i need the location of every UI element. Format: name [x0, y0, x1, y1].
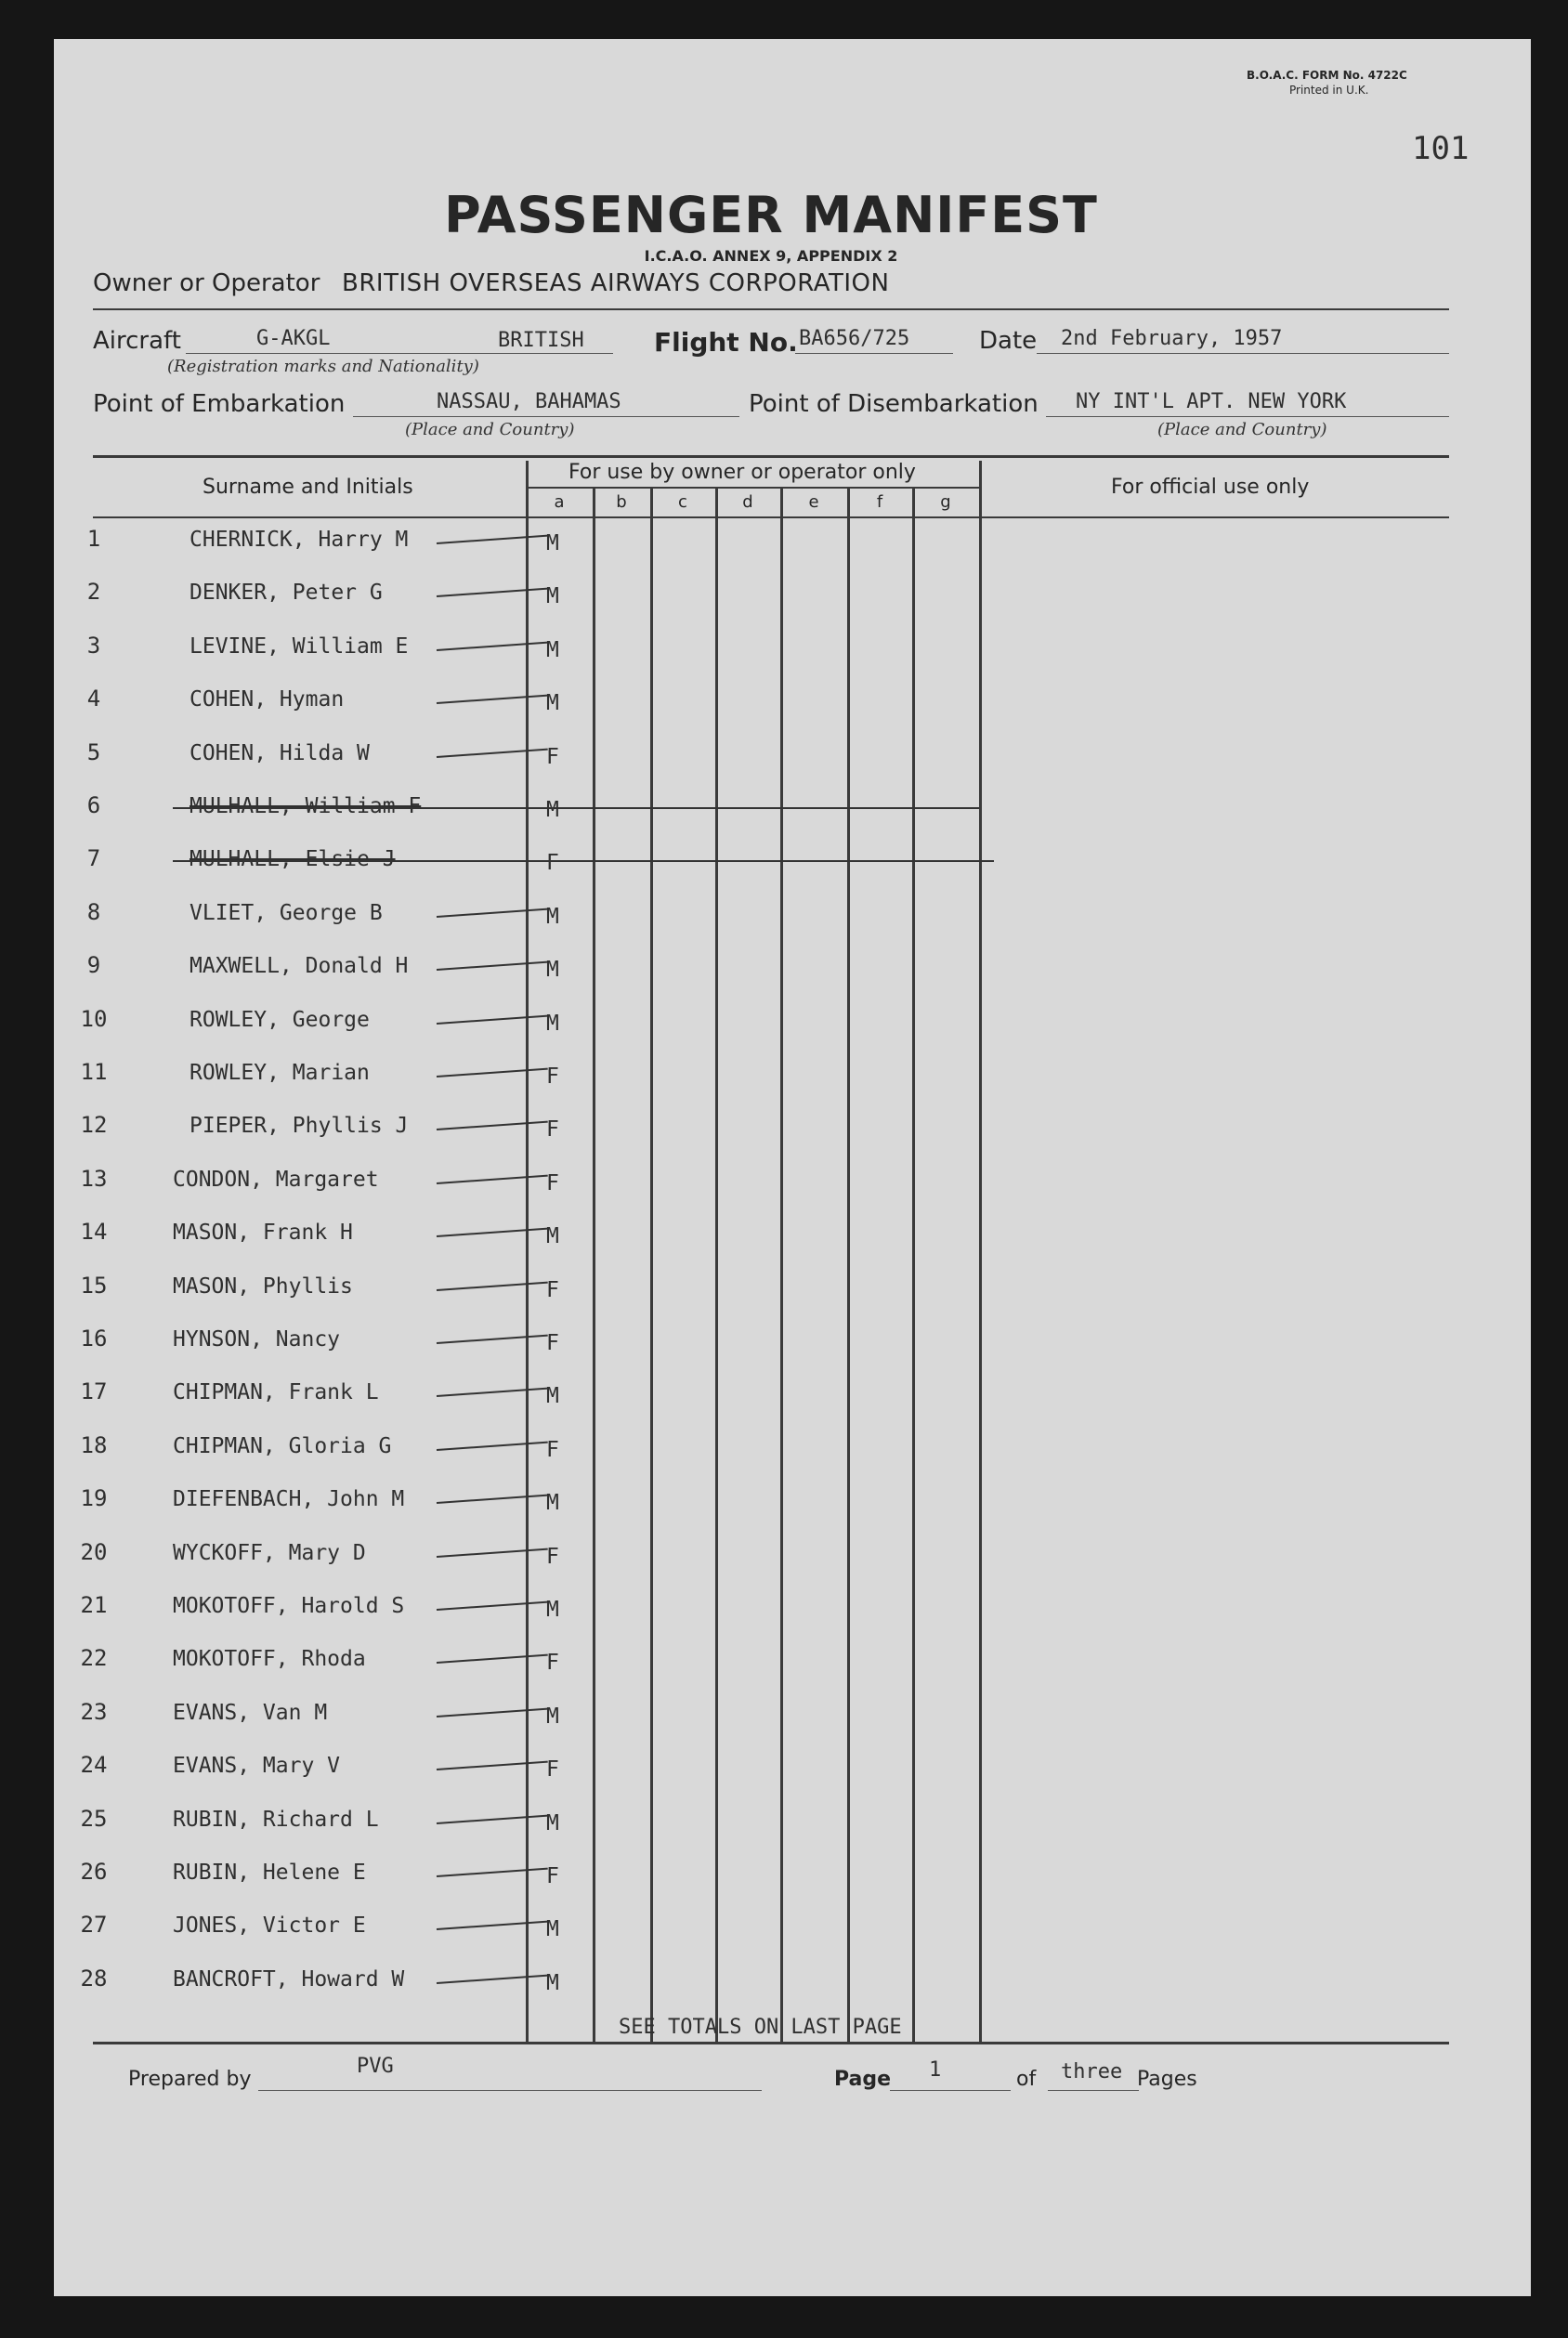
table-row [0, 1699, 929, 1753]
row-number: 9 [86, 952, 101, 979]
passenger-name: CHIPMAN, Frank L [173, 1380, 379, 1405]
struck-row-line [173, 807, 979, 809]
check-mark [437, 1654, 548, 1664]
row-number: 17 [80, 1378, 108, 1405]
passenger-name: CHIPMAN, Gloria G [173, 1433, 392, 1458]
prepared-by-value: PVG [357, 2055, 394, 2078]
official-column-header: For official use only [1111, 476, 1310, 499]
passenger-name: COHEN, Hyman [189, 687, 345, 712]
row-number: 26 [80, 1859, 108, 1885]
operator-column-header: For use by owner or operator only [568, 461, 916, 484]
aircraft-registration: G-AKGL [256, 327, 331, 350]
passenger-name: PIEPER, Phyllis J [189, 1114, 409, 1139]
passenger-sex: M [546, 584, 559, 609]
passenger-name: MOKOTOFF, Harold S [173, 1594, 405, 1618]
table-row [0, 1432, 929, 1486]
passenger-name: MAXWELL, Donald H [189, 954, 409, 979]
passenger-name: RUBIN, Richard L [173, 1807, 379, 1832]
row-number: 16 [80, 1326, 108, 1352]
row-number: 28 [80, 1965, 108, 1992]
passenger-name: ROWLEY, Marian [189, 1061, 370, 1085]
page-value: 1 [929, 2058, 942, 2082]
disembarkation-label: Point of Disembarkation [749, 390, 1039, 418]
row-number: 8 [86, 898, 101, 925]
row-number: 12 [80, 1112, 108, 1139]
of-label: of [1016, 2068, 1037, 2091]
passenger-name: HYNSON, Nancy [173, 1327, 341, 1352]
row-number: 19 [80, 1485, 108, 1512]
table-top-rule [93, 455, 1449, 458]
table-row [0, 526, 929, 580]
passenger-name: VLIET, George B [189, 900, 383, 925]
table-row [0, 1752, 929, 1806]
passenger-sex: M [546, 1491, 559, 1516]
row-number: 11 [80, 1059, 108, 1085]
table-row [0, 792, 929, 846]
check-mark [437, 1868, 548, 1877]
divider [93, 308, 1449, 310]
passenger-sex: F [546, 1437, 559, 1462]
row-number: 10 [80, 1005, 108, 1032]
check-mark [437, 1921, 548, 1930]
check-mark [437, 1601, 548, 1611]
passenger-name: CHERNICK, Harry M [189, 528, 409, 552]
check-mark [437, 1814, 548, 1823]
table-row [0, 1645, 929, 1699]
table-row [0, 1112, 929, 1166]
table-row [0, 1219, 929, 1273]
passenger-sex: M [546, 1970, 559, 1995]
row-number: 24 [80, 1752, 108, 1779]
owner-value: BRITISH OVERSEAS AIRWAYS CORPORATION [342, 269, 890, 297]
passenger-name: MOKOTOFF, Rhoda [173, 1647, 366, 1672]
passenger-name: ROWLEY, George [189, 1007, 370, 1032]
embarkation-label: Point of Embarkation [93, 390, 346, 418]
table-row [0, 1806, 929, 1860]
date-value: 2nd February, 1957 [1061, 327, 1283, 350]
row-number: 4 [86, 686, 101, 712]
row-number: 18 [80, 1431, 108, 1458]
passenger-sex: F [546, 1065, 559, 1089]
row-number: 5 [86, 738, 101, 765]
row-number: 1 [86, 526, 101, 552]
passenger-sex: F [546, 744, 559, 769]
row-number: 7 [86, 845, 101, 872]
check-mark [437, 748, 548, 757]
sheet-number: 101 [1412, 130, 1470, 167]
table-row [0, 1166, 929, 1220]
aircraft-caption: (Registration marks and Nationality) [167, 357, 479, 376]
table-header-rule [93, 516, 1449, 518]
passenger-sex: F [546, 1864, 559, 1888]
subcolumn-f: f [876, 492, 883, 512]
subcolumn-b: b [616, 492, 627, 512]
row-number: 20 [80, 1538, 108, 1565]
passenger-sex: M [546, 637, 559, 662]
column-divider [979, 461, 982, 2042]
subcolumn-d: d [742, 492, 753, 512]
of-value: three [1061, 2060, 1123, 2083]
check-mark [437, 1548, 548, 1557]
passenger-name: EVANS, Van M [173, 1700, 328, 1725]
table-row [0, 686, 929, 739]
passenger-sex: F [546, 851, 559, 876]
passenger-name: DIEFENBACH, John M [173, 1487, 405, 1512]
table-row [0, 899, 929, 953]
check-mark [437, 1495, 548, 1504]
embarkation-value: NASSAU, BAHAMAS [437, 390, 621, 413]
subcolumn-c: c [678, 492, 687, 512]
check-mark [437, 1441, 548, 1450]
check-mark [437, 535, 548, 544]
passenger-sex: M [546, 1917, 559, 1942]
check-mark [437, 1388, 548, 1397]
name-column-header: Surname and Initials [203, 476, 413, 499]
passenger-sex: M [546, 691, 559, 716]
passenger-name: MASON, Frank H [173, 1221, 353, 1246]
page-title: PASSENGER MANIFEST [444, 186, 1098, 244]
check-mark [437, 1121, 548, 1130]
page-label: Page [834, 2068, 892, 2091]
check-mark [437, 1228, 548, 1237]
table-row [0, 739, 929, 793]
owner-label: Owner or Operator [93, 269, 320, 297]
row-number: 15 [80, 1272, 108, 1299]
table-row [0, 952, 929, 1006]
passenger-name: JONES, Victor E [173, 1914, 366, 1939]
table-row [0, 633, 929, 686]
passenger-sex: M [546, 1810, 559, 1835]
passenger-name: CONDON, Margaret [173, 1167, 379, 1192]
passenger-sex: M [546, 904, 559, 929]
passenger-sex: M [546, 958, 559, 983]
passenger-sex: F [546, 1331, 559, 1355]
table-row [0, 1273, 929, 1326]
passenger-name: WYCKOFF, Mary D [173, 1540, 366, 1565]
check-mark [437, 1335, 548, 1344]
passenger-sex: M [546, 1384, 559, 1409]
form-number: B.O.A.C. FORM No. 4722C [1247, 69, 1407, 82]
prepared-by-label: Prepared by [128, 2068, 252, 2091]
row-number: 27 [80, 1912, 108, 1939]
subcolumn-a: a [554, 492, 565, 512]
table-row [0, 1059, 929, 1113]
row-number: 25 [80, 1805, 108, 1832]
table-row [0, 1006, 929, 1060]
disembarkation-value: NY INT'L APT. NEW YORK [1076, 390, 1347, 413]
row-number: 23 [80, 1698, 108, 1725]
table-row [0, 1326, 929, 1379]
printed-in: Printed in U.K. [1289, 84, 1369, 97]
table-row [0, 1912, 929, 1966]
passenger-sex: M [546, 531, 559, 555]
table-row [0, 1539, 929, 1593]
passenger-name: BANCROFT, Howard W [173, 1966, 405, 1992]
row-number: 13 [80, 1165, 108, 1192]
table-row [0, 1485, 929, 1539]
check-mark [437, 1281, 548, 1290]
passenger-name: DENKER, Peter G [189, 581, 383, 606]
flight-number: BA656/725 [799, 327, 910, 350]
embarkation-caption: (Place and Country) [405, 420, 575, 439]
table-row [0, 845, 929, 899]
passenger-sex: F [546, 1651, 559, 1676]
row-number: 21 [80, 1592, 108, 1618]
pages-label: Pages [1137, 2068, 1197, 2091]
flight-label: Flight No. [654, 327, 798, 358]
passenger-sex: F [546, 1757, 559, 1783]
passenger-sex: F [546, 1544, 559, 1569]
aircraft-nationality: BRITISH [498, 329, 584, 352]
subcolumn-e: e [808, 492, 819, 512]
passenger-name: MULHALL, William F [189, 794, 422, 818]
passenger-sex: F [546, 1170, 559, 1195]
check-mark [437, 588, 548, 597]
check-mark [437, 1068, 548, 1078]
subcolumn-g: g [940, 492, 951, 512]
row-number: 22 [80, 1645, 108, 1672]
table-row [0, 1378, 929, 1432]
aircraft-label: Aircraft [93, 327, 181, 355]
passenger-name: MASON, Phyllis [173, 1273, 353, 1299]
totals-note: SEE TOTALS ON LAST PAGE [619, 2016, 902, 2039]
passenger-sex: M [546, 1011, 559, 1036]
check-mark [437, 1761, 548, 1770]
check-mark [437, 641, 548, 650]
table-bottom-rule [93, 2042, 1449, 2044]
check-mark [437, 908, 548, 917]
table-row [0, 1859, 929, 1913]
passenger-name: COHEN, Hilda W [189, 740, 370, 765]
table-row [0, 579, 929, 633]
passenger-name: MULHALL, Elsie J [189, 847, 396, 872]
passenger-name: EVANS, Mary V [173, 1754, 341, 1779]
check-mark [437, 1707, 548, 1717]
date-label: Date [979, 327, 1038, 355]
disembarkation-caption: (Place and Country) [1157, 420, 1327, 439]
passenger-sex: F [546, 1277, 559, 1302]
check-mark [437, 1014, 548, 1024]
row-number: 6 [86, 792, 101, 818]
passenger-name: LEVINE, William E [189, 633, 409, 659]
check-mark [437, 961, 548, 971]
check-mark [437, 695, 548, 704]
passenger-sex: M [546, 1224, 559, 1249]
struck-row-line [173, 860, 994, 862]
subtitle: I.C.A.O. ANNEX 9, APPENDIX 2 [644, 247, 898, 265]
passenger-sex: M [546, 1598, 559, 1622]
passenger-sex: M [546, 1704, 559, 1729]
row-number: 14 [80, 1219, 108, 1246]
check-mark [437, 1174, 548, 1183]
check-mark [437, 1974, 548, 1983]
row-number: 2 [86, 579, 101, 606]
passenger-name: RUBIN, Helene E [173, 1861, 366, 1885]
table-row [0, 1592, 929, 1646]
table-row [0, 1966, 929, 2019]
passenger-sex: M [546, 798, 559, 822]
passenger-sex: F [546, 1117, 559, 1143]
row-number: 3 [86, 632, 101, 659]
